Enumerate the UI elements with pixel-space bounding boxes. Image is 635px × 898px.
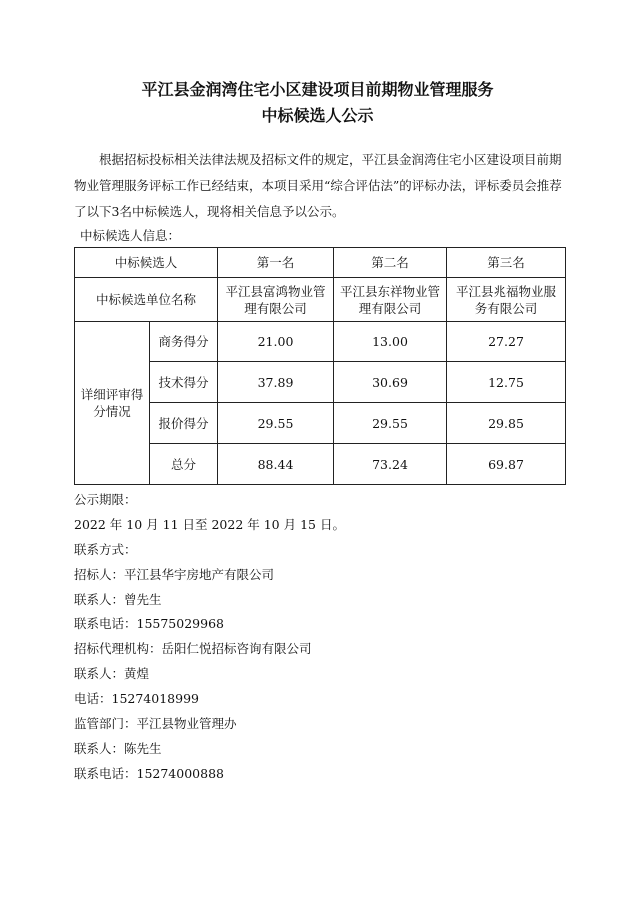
contact-line: 联系电话：15575029968 bbox=[74, 616, 224, 631]
unit-name-cell: 平江县兆福物业服务有限公司 bbox=[447, 278, 566, 322]
table-header-row bbox=[75, 248, 566, 278]
contact-line: 联系人：陈先生 bbox=[74, 741, 162, 756]
unit-name-cell: 平江县东祥物业管理有限公司 bbox=[334, 278, 447, 322]
period-value: 2022 年 10 月 11 日至 2022 年 10 月 15 日。 bbox=[74, 517, 345, 532]
contact-label: 联系方式： bbox=[74, 542, 137, 557]
score-cell: 29.55 bbox=[218, 403, 334, 444]
contact-line: 监管部门：平江县物业管理办 bbox=[74, 716, 237, 731]
contact-line: 招标人：平江县华宇房地产有限公司 bbox=[74, 567, 275, 582]
notice-title: 平江县金润湾住宅小区建设项目前期物业管理服务 bbox=[141, 80, 494, 99]
score-cell: 88.44 bbox=[218, 444, 334, 485]
table-row bbox=[75, 322, 566, 362]
score-cell: 29.55 bbox=[334, 403, 447, 444]
intro-paragraph bbox=[74, 147, 564, 225]
period-label: 公示期限： bbox=[74, 492, 137, 507]
contact-line: 联系人：曾先生 bbox=[74, 592, 162, 607]
unit-row bbox=[75, 278, 566, 322]
rank-cell: 第三名 bbox=[447, 248, 566, 278]
score-label-cell: 总分 bbox=[150, 444, 218, 485]
score-cell: 21.00 bbox=[218, 322, 334, 362]
score-cell: 29.85 bbox=[447, 403, 566, 444]
notice-subtitle: 中标候选人公示 bbox=[261, 106, 374, 125]
score-label-cell: 报价得分 bbox=[150, 403, 218, 444]
score-label-cell: 商务得分 bbox=[150, 322, 218, 362]
rank-cell: 第一名 bbox=[218, 248, 334, 278]
group-label-cell: 详细评审得分情况 bbox=[75, 322, 150, 485]
unit-name-cell: 平江县富鸿物业管理有限公司 bbox=[218, 278, 334, 322]
rank-cell: 第二名 bbox=[334, 248, 447, 278]
score-cell: 73.24 bbox=[334, 444, 447, 485]
contact-line: 招标代理机构：岳阳仁悦招标咨询有限公司 bbox=[74, 641, 312, 656]
contact-line: 联系电话：15274000888 bbox=[74, 766, 224, 781]
candidates-heading: 中标候选人信息： bbox=[80, 228, 181, 243]
intro-text: 根据招标投标相关法律法规及招标文件的规定，平江县金润湾住宅小区建设项目前期物业管理服务评标工作已经结束，本项目采用“综合评估法”的评标办法，评标委员会推荐了以下3名中标候选人，现将相关信息予以公示。 bbox=[74, 152, 562, 219]
score-cell: 30.69 bbox=[334, 362, 447, 403]
header-label-cell: 中标候选人 bbox=[75, 248, 218, 278]
score-cell: 37.89 bbox=[218, 362, 334, 403]
contact-line: 联系人：黄煌 bbox=[74, 666, 150, 681]
score-cell: 69.87 bbox=[447, 444, 566, 485]
candidates-table bbox=[74, 247, 566, 485]
score-cell: 12.75 bbox=[447, 362, 566, 403]
unit-label-cell: 中标候选单位名称 bbox=[75, 278, 218, 322]
score-label-cell: 技术得分 bbox=[150, 362, 218, 403]
contact-line: 电话：15274018999 bbox=[74, 691, 199, 706]
score-cell: 13.00 bbox=[334, 322, 447, 362]
score-cell: 27.27 bbox=[447, 322, 566, 362]
